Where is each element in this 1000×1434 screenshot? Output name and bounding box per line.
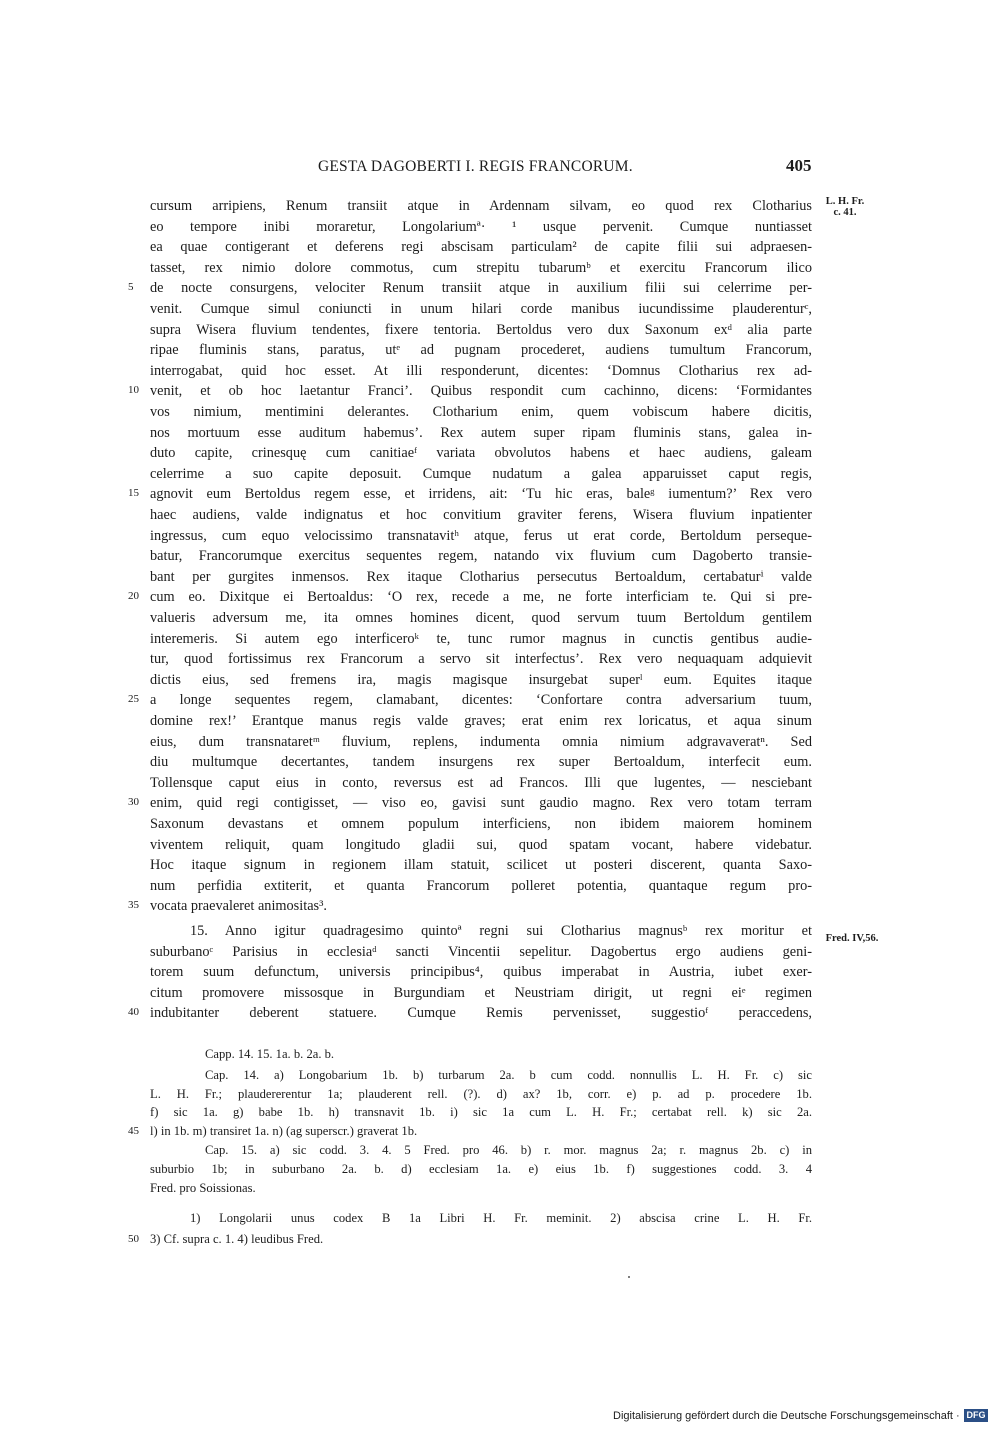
footnote-line: 3) Cf. supra c. 1. 4) leudibus Fred. bbox=[150, 1232, 324, 1246]
line-number: 25 bbox=[128, 693, 139, 706]
text-line: a longe sequentes regem, clamabant, dicentes: ‘Confortare contra adversarium tuum, bbox=[150, 692, 812, 709]
text-line: Hoc itaque signum in regionem illam statuit, scilicet ut posteri discerent, quanta Saxo- bbox=[150, 857, 812, 874]
text-line: viventem reliquit, quam longitudo gladii sui, quod spatam vocant, habere videbatur. bbox=[150, 836, 812, 853]
text-line: vos nimium, mentimini delerantes. Clotharium enim, quem vobiscum habere dicitis, bbox=[150, 404, 812, 420]
line-number: 10 bbox=[128, 384, 139, 397]
text-line: enim, quid regi contigisset, — viso eo, gavisi sunt gaudio magno. Rex vero totam terram bbox=[150, 795, 812, 812]
apparatus-line: suburbio 1b; in suburbano 2a. b. d) ecclesiam 1a. e) eius 1b. f) suggestiones codd. 3. 4 bbox=[150, 1162, 812, 1176]
line-number: 20 bbox=[128, 590, 139, 603]
text-line: indubitanter deberent statuere. Cumque Remis pervenisset, suggestioᶠ peraccedens, bbox=[150, 1005, 812, 1022]
line-number: 50 bbox=[128, 1233, 139, 1245]
text-line: Saxonum devastans et omnem populum interficiens, non ibidem maiorem hominem bbox=[150, 816, 812, 832]
text-line: domine rex!’ Erantque manus regis valde graves; erat enim rex loricatus, et aqua sinum bbox=[150, 713, 812, 729]
text-line: cum eo. Dixitque ei Bertoaldus: ‘O rex, recede a me, ne forte interficiam te. Qui si pre- bbox=[150, 589, 812, 606]
scan-speck bbox=[628, 1276, 630, 1278]
apparatus-line: l) in 1b. m) transiret 1a. n) (ag superscr.) graverat 1b. bbox=[150, 1124, 418, 1138]
text-line: interemeris. Si autem ego interficeroᵏ te, tunc rumor magnus in cunctis gentibus audie- bbox=[150, 630, 812, 647]
text-line: ripae fluminis stans, paratus, utᵉ ad pugnam procederet, audiens tumultum Francorum, bbox=[150, 342, 812, 359]
text-line: ingressus, cum equo velocissimo transnatavitʰ atque, ferus ut erat corde, Bertoldum perseque- bbox=[150, 527, 812, 544]
text-line: cursum arripiens, Renum transiit atque in Ardennam silvam, eo quod rex Clotharius bbox=[150, 198, 812, 214]
text-line: Tollensque caput eius in conto, reversus est ad Francos. Illi que lugentes, — nesciebant bbox=[150, 774, 812, 791]
text-line: interrogabat, quid hoc esset. At illi responderunt, dicentes: ‘Domnus Clotharius rex ad- bbox=[150, 362, 812, 379]
text-line: batur, Francorumque exercitus sequentes regem, natando vix fluvium cum Dagoberto transie- bbox=[150, 548, 812, 565]
text-line: celerrime a suo capite deposuit. Cumque nudatum a galea apparuisset caput regis, bbox=[150, 465, 812, 482]
text-line: 15. Anno igitur quadragesimo quintoª regni sui Clotharius magnusᵇ rex moritur et bbox=[190, 923, 812, 939]
running-header: GESTA DAGOBERTI I. REGIS FRANCORUM. bbox=[318, 158, 633, 175]
text-line: diu multumque decertantes, tandem insurgens rex super Bertoaldum, interfecit eum. bbox=[150, 754, 812, 771]
text-line: dictis eius, sed fremens ira, magis magisque insurgebat superˡ eum. Equites itaque bbox=[150, 671, 812, 688]
line-number: 5 bbox=[128, 281, 134, 294]
text-line: tasset, rex nimio dolore commotus, cum strepitu tubarumᵇ et exercitu Francorum ilico bbox=[150, 259, 812, 276]
footer-credit: Digitalisierung gefördert durch die Deutsche Forschungsgemeinschaft · bbox=[613, 1410, 960, 1422]
dfg-logo: DFG bbox=[964, 1409, 988, 1422]
text-line: valueris adversum me, ita omnes homines dicent, quod servum tuum Bertoldum gentilem bbox=[150, 610, 812, 626]
text-line: eius, dum transnataretᵐ fluvium, replens, indumenta omnia nimium adgravaveratⁿ. Sed bbox=[150, 733, 812, 750]
line-number: 35 bbox=[128, 899, 139, 912]
text-line: vocata praevaleret animositas³. bbox=[150, 898, 327, 915]
text-line: torem suum defunctum, universis principibus⁴, quibus imperabat in Austria, iubet exer- bbox=[150, 964, 812, 981]
text-line: num perfidia extiterit, et quanta Francorum polleret potentia, quantaque regum pro- bbox=[150, 877, 812, 894]
line-number: 15 bbox=[128, 487, 139, 500]
text-line: suburbanoᶜ Parisius in ecclesiaᵈ sancti Vincentii sepelitur. Dagobertus ergo audiens geni- bbox=[150, 943, 812, 960]
text-line: duto capite, crinesquę cum canitiaeᶠ variata obvolutos habens et haec audiens, galeam bbox=[150, 445, 812, 462]
apparatus-line: L. H. Fr.; plaudererentur 1a; plauderent rell. (?). d) ax? 1b, corr. e) p. ad p. procedere 1b. bbox=[150, 1087, 812, 1101]
apparatus-line: f) sic 1a. g) babe 1b. h) transnavit 1b. i) sic 1a cum L. H. Fr.; certabat rell. k) sic 2a. bbox=[150, 1105, 812, 1119]
text-line: bant per gurgites inmensos. Rex itaque Clotharius persecutus Bertoaldum, certabaturⁱ valde bbox=[150, 568, 812, 585]
page-number: 405 bbox=[786, 156, 812, 175]
text-line: citum promovere missosque in Burgundiam et Neustriam dirigit, ut regni eiᵉ regimen bbox=[150, 984, 812, 1001]
text-line: nos mortuum esse auditum habemus’. Rex autem super ripam fluminis stans, galea in- bbox=[150, 424, 812, 441]
line-number: 45 bbox=[128, 1125, 139, 1137]
footnote-line: 1) Longolarii unus codex B 1a Libri H. Fr. meminit. 2) abscisa crine L. H. Fr. bbox=[190, 1211, 812, 1225]
apparatus-line: Cap. 15. a) sic codd. 3. 4. 5 Fred. pro 46. b) r. mor. magnus 2a; r. magnus 2b. c) in bbox=[205, 1143, 812, 1157]
text-line: eo tempore inibi moraretur, Longolariumª· ¹ usque pervenit. Cumque nuntiasset bbox=[150, 218, 812, 235]
margin-note-lhfr: L. H. Fr. c. 41. bbox=[825, 196, 865, 218]
text-line: supra Wisera fluvium tendentes, fixere tentoria. Bertoldus vero dux Saxonum exᵈ alia parte bbox=[150, 321, 812, 338]
line-number: 40 bbox=[128, 1006, 139, 1019]
text-line: venit, et ob hoc laetantur Franci’. Quibus respondit cum cachinno, dicens: ‘Formidantes bbox=[150, 383, 812, 400]
text-line: de nocte consurgens, velociter Renum transiit atque in auxilium filii sui celerrime per- bbox=[150, 280, 812, 297]
line-number: 30 bbox=[128, 796, 139, 809]
text-line: agnovit eum Bertoldus regem esse, et irridens, ait: ‘Tu hic eras, baleᵍ iumentum?’ Rex vero bbox=[150, 486, 812, 503]
margin-note-fred: Fred. IV,56. bbox=[825, 933, 879, 944]
apparatus-line: Capp. 14. 15. 1a. b. 2a. b. bbox=[205, 1047, 335, 1061]
text-line: venit. Cumque simul coniuncti in unum hilari corde manibus iucundissime plauderenturᶜ, bbox=[150, 301, 812, 317]
text-line: tur, quod fortissimus rex Francorum a servo sit interfectus’. Rex vero nequaquam adquievit bbox=[150, 651, 812, 668]
text-line: haec audiens, valde indignatus et hoc convitium graviter ferens, Wisera fluvium inpatienter bbox=[150, 507, 812, 523]
apparatus-line: Fred. pro Soissionas. bbox=[150, 1181, 256, 1195]
apparatus-line: Cap. 14. a) Longobarium 1b. b) turbarum 2a. b cum codd. nonnullis L. H. Fr. c) sic bbox=[205, 1068, 812, 1082]
text-line: ea quae contigerant et deferens regi abscisam particulam² de capite filii sui adpraesen- bbox=[150, 239, 812, 256]
